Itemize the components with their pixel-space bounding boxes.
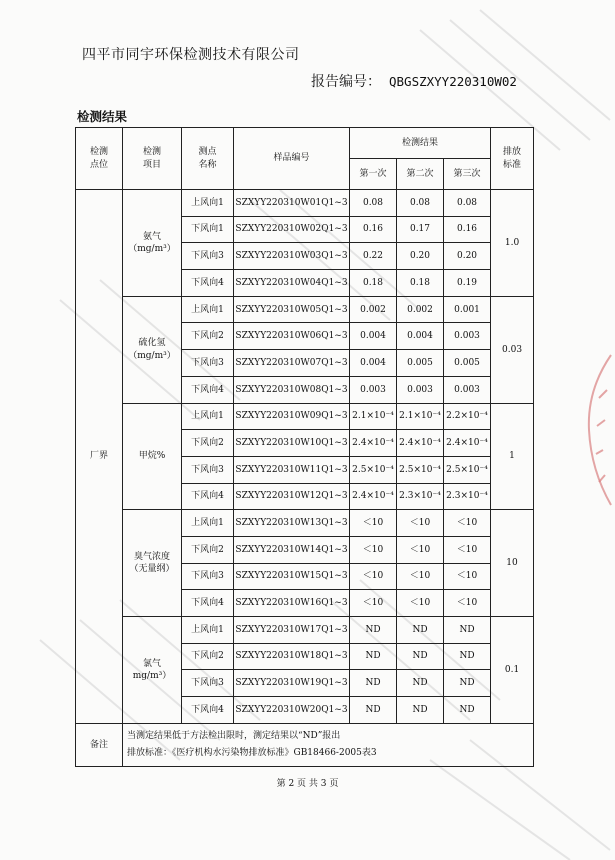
standard-cell: 1 (491, 403, 534, 510)
result-cell-3: ＜10 (444, 536, 491, 563)
header-point: 检测 点位 (76, 128, 123, 190)
header-first: 第一次 (350, 159, 397, 190)
section-title: 检测结果 (77, 109, 128, 124)
standard-cell: 1.0 (491, 190, 534, 297)
result-cell-1: 2.5×10⁻⁴ (350, 456, 397, 483)
report-number-label: 报告编号： (311, 74, 381, 90)
result-cell-1: 2.4×10⁻⁴ (350, 430, 397, 457)
result-cell-2: 0.002 (397, 296, 444, 323)
item-cell: 硫化氢 （mg/m³） (123, 296, 182, 403)
result-cell-3: 0.20 (444, 243, 491, 270)
site-cell: 下风向3 (182, 456, 234, 483)
site-cell: 下风向4 (182, 270, 234, 297)
result-cell-2: ＜10 (397, 510, 444, 537)
item-cell: 甲烷% (123, 403, 182, 510)
sample-cell: SZXYY220310W07Q1~3 (234, 350, 350, 377)
sample-cell: SZXYY220310W08Q1~3 (234, 376, 350, 403)
header-sample: 样品编号 (234, 128, 350, 190)
result-cell-3: ＜10 (444, 510, 491, 537)
result-cell-2: ND (397, 670, 444, 697)
result-cell-3: 0.003 (444, 323, 491, 350)
result-cell-2: ＜10 (397, 536, 444, 563)
site-cell: 下风向2 (182, 643, 234, 670)
header-results: 检测结果 (350, 128, 491, 159)
result-cell-3: 0.16 (444, 216, 491, 243)
result-cell-1: ND (350, 643, 397, 670)
result-cell-2: 0.20 (397, 243, 444, 270)
item-cell: 氯气 mg/m³） (123, 617, 182, 724)
sample-cell: SZXYY220310W05Q1~3 (234, 296, 350, 323)
result-cell-3: 0.19 (444, 270, 491, 297)
remark-line-2: 排放标准：《医疗机构水污染物排放标准》GB18466-2005表3 (127, 747, 377, 758)
result-cell-1: 0.004 (350, 350, 397, 377)
result-cell-1: 0.16 (350, 216, 397, 243)
result-cell-2: 0.18 (397, 270, 444, 297)
item-cell: 臭气浓度 （无量纲） (123, 510, 182, 617)
header-item: 检测 项目 (123, 128, 182, 190)
remark-line-1: 当测定结果低于方法检出限时，测定结果以“ND”报出 (127, 730, 341, 741)
sample-cell: SZXYY220310W03Q1~3 (234, 243, 350, 270)
result-cell-2: 2.3×10⁻⁴ (397, 483, 444, 510)
sample-cell: SZXYY220310W12Q1~3 (234, 483, 350, 510)
site-cell: 上风向1 (182, 617, 234, 644)
sample-cell: SZXYY220310W18Q1~3 (234, 643, 350, 670)
site-cell: 下风向3 (182, 350, 234, 377)
table-row (76, 403, 534, 430)
remark-cell (123, 723, 534, 766)
site-cell: 下风向4 (182, 590, 234, 617)
header-standard: 排放 标准 (491, 128, 534, 190)
standard-cell: 0.1 (491, 617, 534, 724)
result-cell-3: 0.003 (444, 376, 491, 403)
sample-cell: SZXYY220310W16Q1~3 (234, 590, 350, 617)
sample-cell: SZXYY220310W13Q1~3 (234, 510, 350, 537)
site-cell: 下风向2 (182, 536, 234, 563)
result-cell-2: ND (397, 697, 444, 724)
sample-cell: SZXYY220310W17Q1~3 (234, 617, 350, 644)
site-cell: 上风向1 (182, 510, 234, 537)
point-cell: 厂界 (76, 190, 123, 724)
site-cell: 上风向1 (182, 190, 234, 217)
result-cell-3: 2.3×10⁻⁴ (444, 483, 491, 510)
result-cell-1: ＜10 (350, 536, 397, 563)
result-cell-2: 0.004 (397, 323, 444, 350)
result-cell-1: ND (350, 697, 397, 724)
sample-cell: SZXYY220310W09Q1~3 (234, 403, 350, 430)
table-row (76, 510, 534, 537)
site-cell: 下风向1 (182, 216, 234, 243)
result-cell-3: ND (444, 643, 491, 670)
result-cell-2: 2.1×10⁻⁴ (397, 403, 444, 430)
table-row (76, 296, 534, 323)
report-number-value: QBGSZXYY220310W02 (389, 74, 517, 89)
result-cell-3: 2.4×10⁻⁴ (444, 430, 491, 457)
result-cell-1: ND (350, 617, 397, 644)
result-cell-3: 0.001 (444, 296, 491, 323)
result-cell-3: 2.5×10⁻⁴ (444, 456, 491, 483)
result-cell-3: 0.08 (444, 190, 491, 217)
remark-label: 备注 (76, 723, 123, 766)
standard-cell: 0.03 (491, 296, 534, 403)
result-cell-3: ND (444, 617, 491, 644)
result-cell-1: 2.1×10⁻⁴ (350, 403, 397, 430)
site-cell: 上风向1 (182, 296, 234, 323)
site-cell: 上风向1 (182, 403, 234, 430)
sample-cell: SZXYY220310W04Q1~3 (234, 270, 350, 297)
sample-cell: SZXYY220310W06Q1~3 (234, 323, 350, 350)
company-name: 四平市同宇环保检测技术有限公司 (82, 47, 300, 63)
sample-cell: SZXYY220310W01Q1~3 (234, 190, 350, 217)
result-cell-3: ＜10 (444, 563, 491, 590)
result-cell-1: 0.22 (350, 243, 397, 270)
site-cell: 下风向4 (182, 697, 234, 724)
result-cell-1: 0.18 (350, 270, 397, 297)
result-cell-1: ＜10 (350, 563, 397, 590)
result-cell-2: ND (397, 643, 444, 670)
sample-cell: SZXYY220310W14Q1~3 (234, 536, 350, 563)
header-site: 测点 名称 (182, 128, 234, 190)
result-cell-2: ＜10 (397, 563, 444, 590)
sample-cell: SZXYY220310W10Q1~3 (234, 430, 350, 457)
stamp-mark (581, 350, 615, 510)
page-footer: 第 2 页 共 3 页 (276, 779, 339, 789)
sample-cell: SZXYY220310W19Q1~3 (234, 670, 350, 697)
result-cell-2: 0.003 (397, 376, 444, 403)
result-cell-1: ＜10 (350, 590, 397, 617)
result-cell-2: 0.08 (397, 190, 444, 217)
header-second: 第二次 (397, 159, 444, 190)
site-cell: 下风向4 (182, 483, 234, 510)
site-cell: 下风向3 (182, 670, 234, 697)
result-cell-1: 0.004 (350, 323, 397, 350)
result-cell-1: ND (350, 670, 397, 697)
result-cell-2: 2.4×10⁻⁴ (397, 430, 444, 457)
result-cell-2: ND (397, 617, 444, 644)
sample-cell: SZXYY220310W02Q1~3 (234, 216, 350, 243)
result-cell-2: 2.5×10⁻⁴ (397, 456, 444, 483)
results-table (75, 127, 534, 767)
report-number (311, 71, 517, 91)
result-cell-3: ND (444, 670, 491, 697)
site-cell: 下风向4 (182, 376, 234, 403)
site-cell: 下风向3 (182, 243, 234, 270)
result-cell-1: 2.4×10⁻⁴ (350, 483, 397, 510)
result-cell-3: 0.005 (444, 350, 491, 377)
table-row (76, 190, 534, 217)
site-cell: 下风向3 (182, 563, 234, 590)
result-cell-1: 0.08 (350, 190, 397, 217)
sample-cell: SZXYY220310W11Q1~3 (234, 456, 350, 483)
result-cell-2: 0.005 (397, 350, 444, 377)
sample-cell: SZXYY220310W20Q1~3 (234, 697, 350, 724)
result-cell-2: ＜10 (397, 590, 444, 617)
sample-cell: SZXYY220310W15Q1~3 (234, 563, 350, 590)
item-cell: 氨气 （mg/m³） (123, 190, 182, 297)
result-cell-2: 0.17 (397, 216, 444, 243)
standard-cell: 10 (491, 510, 534, 617)
result-cell-1: ＜10 (350, 510, 397, 537)
header-third: 第三次 (444, 159, 491, 190)
result-cell-3: 2.2×10⁻⁴ (444, 403, 491, 430)
site-cell: 下风向2 (182, 323, 234, 350)
table-row (76, 617, 534, 644)
result-cell-1: 0.003 (350, 376, 397, 403)
result-cell-3: ＜10 (444, 590, 491, 617)
result-cell-3: ND (444, 697, 491, 724)
result-cell-1: 0.002 (350, 296, 397, 323)
site-cell: 下风向2 (182, 430, 234, 457)
